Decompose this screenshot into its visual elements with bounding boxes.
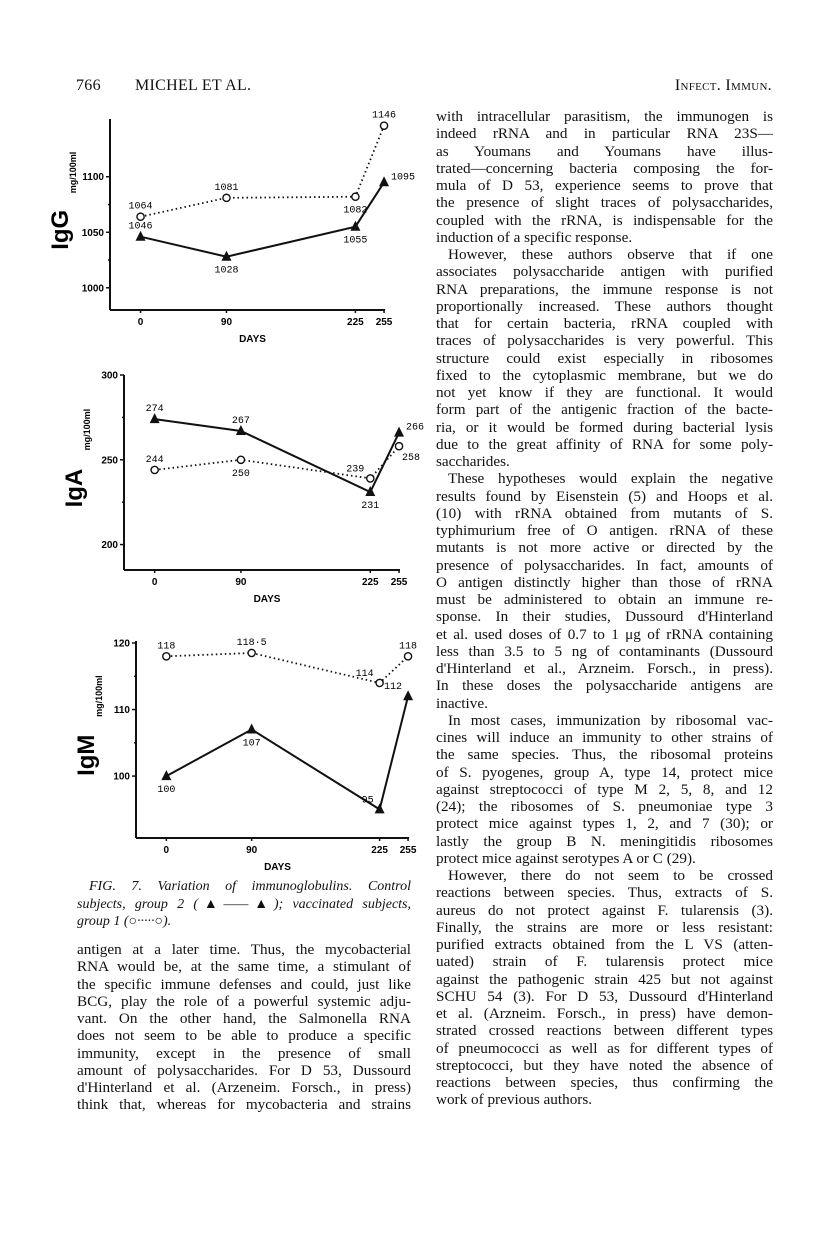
text-line: cines will induce an immunity to other strains of bbox=[436, 729, 773, 746]
right-column-text bbox=[436, 108, 773, 1109]
data-point-circle bbox=[248, 649, 255, 656]
text-line: think that, whereas for mycobacteria and strains bbox=[77, 1096, 411, 1114]
caption-line: subjects, group 2 (▲——▲); vaccinated subjects, bbox=[77, 896, 411, 912]
data-label: 1064 bbox=[128, 201, 153, 213]
y-tick-label: 300 bbox=[101, 370, 118, 382]
x-axis-label: DAYS bbox=[253, 594, 281, 605]
y-tick-label: 1100 bbox=[82, 172, 104, 184]
left-column-text bbox=[77, 941, 411, 1114]
text-line: However, there do not seem to be crossed bbox=[448, 867, 773, 884]
x-tick-label: 255 bbox=[375, 317, 393, 328]
data-point-circle bbox=[223, 194, 230, 201]
text-line: due to the great affinity of RNA for some poly- bbox=[436, 435, 773, 453]
text-line: reactions between species. Thus, extracts of S. bbox=[436, 884, 773, 902]
text-line: structure could exist especially in ribosomes bbox=[436, 349, 773, 367]
text-line: streptococci, but they have noted the absence of bbox=[436, 1056, 773, 1074]
x-tick-label: 255 bbox=[390, 577, 408, 588]
data-label: 112 bbox=[384, 682, 403, 694]
data-label: 1055 bbox=[343, 235, 368, 247]
data-point-circle bbox=[376, 679, 383, 686]
series-group-1-vaccinated bbox=[129, 111, 397, 221]
text-line: RNA would be, at the same time, a stimulant of bbox=[77, 958, 411, 976]
paragraph bbox=[436, 712, 773, 867]
text-line: form part of the antigenic fraction of the bacte- bbox=[436, 401, 773, 419]
series-group-2-control bbox=[129, 172, 416, 276]
text-line: traces of polysaccharides is very powerful. This bbox=[436, 332, 773, 350]
x-tick-label: 225 bbox=[347, 317, 364, 328]
data-label: 1081 bbox=[214, 182, 239, 194]
text-line: purified extracts obtained from the L VS (atten- bbox=[436, 936, 773, 953]
text-line: SCHU 54 (3). For D 53, Dussourd d'Hinterland bbox=[436, 987, 773, 1005]
text-line: (24); the ribosomes of S. pneumoniae type 3 bbox=[436, 798, 773, 815]
text-line: does not seem to be able to produce a specific bbox=[77, 1027, 411, 1045]
text-line: of pneumococci as well as for different types of bbox=[436, 1039, 773, 1057]
data-point-triangle bbox=[375, 803, 385, 813]
data-label: 231 bbox=[361, 501, 380, 512]
text-line: inactive. bbox=[436, 694, 488, 712]
text-line: work of previous authors. bbox=[436, 1091, 593, 1109]
series-line bbox=[166, 696, 408, 809]
text-line: protect mice against serotypes A or C (29). bbox=[436, 849, 696, 867]
x-tick-label: 90 bbox=[246, 845, 258, 856]
text-line: However, these authors observe that if one bbox=[448, 246, 773, 263]
y-axis-label: IgG bbox=[47, 209, 74, 250]
data-label: 266 bbox=[406, 422, 425, 434]
x-tick-label: 255 bbox=[399, 845, 417, 856]
chart-igg bbox=[47, 111, 415, 345]
text-line: strated crossed reactions between different types bbox=[436, 1022, 773, 1040]
y-tick-label: 110 bbox=[113, 705, 130, 717]
data-label: 274 bbox=[145, 404, 164, 416]
text-line: saccharides. bbox=[436, 453, 510, 470]
data-point-circle bbox=[352, 193, 359, 200]
series-line bbox=[141, 126, 384, 217]
y-axis-unit: mg/100ml bbox=[94, 675, 104, 717]
data-point-triangle bbox=[247, 724, 257, 734]
caption-line: group 1 (○·····○). bbox=[77, 914, 172, 929]
text-line: as Youmans and Youmans have illus- bbox=[436, 142, 773, 160]
x-tick-label: 90 bbox=[235, 577, 247, 588]
page-number: 766 bbox=[76, 77, 101, 94]
text-line: must be administered to obtain an immune re- bbox=[436, 591, 773, 608]
text-line: indeed rRNA and in particular RNA 23S— bbox=[436, 125, 773, 143]
text-line: not yet know if they are functional. It would bbox=[436, 384, 773, 401]
text-line: sponse. In their studies, Dussourd d'Hinterland bbox=[436, 608, 773, 626]
data-label: 258 bbox=[402, 453, 421, 465]
caption-line: FIG. 7. Variation of immunoglobulins. Control bbox=[89, 879, 411, 894]
series-group-2-control bbox=[157, 682, 413, 813]
text-line: typhimurium free of O antigen. rRNA of these bbox=[436, 522, 773, 539]
text-line: d'Hinterland et al. (Arzeneim. Forsch., in press) bbox=[77, 1079, 411, 1096]
x-tick-label: 0 bbox=[151, 577, 158, 588]
text-line: (10) with rRNA obtained from mutants of S. bbox=[436, 504, 773, 522]
data-point-triangle bbox=[379, 176, 389, 186]
data-point-circle bbox=[237, 456, 244, 463]
text-line: amount of polysaccharides. For D 53, Dussourd bbox=[77, 1061, 411, 1079]
text-line: immunity, except in the presence of small bbox=[77, 1044, 411, 1062]
text-line: d'Hinterland et al., Arzneim. Forsch., in press). bbox=[436, 660, 773, 677]
data-point-circle bbox=[151, 466, 158, 473]
x-tick-label: 0 bbox=[163, 845, 170, 856]
y-tick-label: 200 bbox=[101, 540, 118, 552]
y-axis-unit: mg/100ml bbox=[82, 408, 92, 451]
text-line: that for certain bacteria, rRNA coupled with bbox=[436, 315, 773, 332]
data-label: 95 bbox=[361, 795, 374, 807]
data-label: 1095 bbox=[391, 172, 416, 184]
chart-igm bbox=[73, 638, 417, 873]
text-line: et al. (Arzneim. Forsch., in press) have demon- bbox=[436, 1005, 773, 1022]
data-label: 118·5 bbox=[236, 637, 267, 649]
data-point-triangle bbox=[403, 690, 413, 700]
text-line: less than 3.5 to 5 ng of contaminants (Dussourd bbox=[436, 642, 773, 660]
y-axis-unit: mg/100ml bbox=[68, 151, 78, 194]
text-line: with intracellular parasitism, the immunogen is bbox=[436, 108, 773, 125]
y-axis-label: IgM bbox=[73, 734, 100, 776]
text-line: O antigen distinctly higher than those of rRNA bbox=[436, 573, 773, 591]
data-label: 1082 bbox=[343, 205, 368, 217]
text-line: induction of a specific response. bbox=[436, 228, 633, 246]
text-line: coupled with the rRNA, is indispensable for the bbox=[436, 211, 773, 229]
text-line: These hypotheses would explain the negative bbox=[448, 470, 773, 488]
text-line: presence of polysaccharides. In fact, amounts of bbox=[436, 556, 773, 574]
data-point-circle bbox=[395, 443, 402, 450]
paragraph bbox=[436, 246, 773, 470]
text-line: reactions between species, thus confirming the bbox=[436, 1074, 773, 1091]
paragraph bbox=[436, 108, 773, 246]
text-line: proportionally increased. These authors thought bbox=[436, 297, 773, 315]
paragraph bbox=[436, 867, 773, 1109]
data-label: 118 bbox=[157, 641, 176, 653]
running-title: MICHEL ET AL. bbox=[135, 77, 252, 94]
text-line: In these doses the polysaccharide antigens are bbox=[436, 677, 773, 695]
text-line: Finally, the strains are more or less resistant: bbox=[436, 918, 773, 936]
data-label: 118 bbox=[399, 641, 418, 653]
text-line: aureus do not protect against F. tularensis (3). bbox=[436, 901, 773, 919]
journal-name: Infect. Immun. bbox=[674, 77, 772, 94]
data-label: 100 bbox=[157, 785, 176, 797]
series-group-1-vaccinated bbox=[157, 638, 417, 687]
text-line: against the pathogenic strain 425 but not against bbox=[436, 970, 773, 988]
chart-iga bbox=[61, 371, 424, 606]
figure-caption bbox=[77, 878, 411, 931]
y-tick-label: 100 bbox=[113, 771, 130, 783]
y-axis-label: IgA bbox=[61, 468, 88, 508]
x-axis-label: DAYS bbox=[239, 334, 266, 345]
data-label: 1146 bbox=[372, 110, 397, 122]
text-line: the specific immune defenses and could, just like bbox=[77, 975, 411, 993]
text-line: results found by Eisenstein (5) and Hoops et al. bbox=[436, 487, 773, 505]
data-label: 267 bbox=[231, 415, 250, 427]
x-tick-label: 225 bbox=[361, 577, 379, 588]
text-line: uated) strain of F. tularensis protect mice bbox=[436, 953, 773, 971]
y-tick-label: 1050 bbox=[81, 227, 104, 239]
data-point-circle bbox=[163, 653, 170, 660]
text-line: the presence of slight traces of polysaccharides, bbox=[436, 194, 773, 212]
paragraph bbox=[77, 941, 411, 1114]
text-line: mutants is not more active or directed by the bbox=[436, 539, 773, 557]
text-line: the same species. Thus, the ribosomal proteins bbox=[436, 746, 773, 764]
x-tick-label: 0 bbox=[137, 317, 144, 328]
data-label: 107 bbox=[242, 738, 261, 750]
series-line bbox=[155, 419, 399, 492]
text-line: et al. used doses of 0.7 to 1 μg of rRNA containing bbox=[436, 625, 773, 643]
x-tick-label: 90 bbox=[220, 317, 233, 328]
text-line: of S. pyogenes, group A, type 14, protect mice bbox=[436, 763, 773, 781]
data-label: 239 bbox=[346, 464, 365, 476]
text-line: lastly the group B N. meningitidis ribosomes bbox=[436, 832, 773, 850]
text-line: associates polysaccharide antigen with purified bbox=[436, 263, 773, 281]
text-line: In most cases, immunization by ribosomal vac- bbox=[448, 711, 773, 729]
y-tick-label: 120 bbox=[113, 638, 130, 650]
data-point-circle bbox=[367, 475, 374, 482]
data-label: 244 bbox=[145, 454, 164, 466]
series-group-2-control bbox=[146, 404, 424, 512]
text-line: antigen at a later time. Thus, the mycobacterial bbox=[77, 941, 411, 958]
data-point-triangle bbox=[394, 427, 404, 437]
data-label: 1046 bbox=[128, 221, 153, 233]
x-tick-label: 225 bbox=[371, 845, 388, 856]
y-tick-label: 250 bbox=[101, 455, 118, 467]
y-tick-label: 1000 bbox=[81, 283, 104, 295]
text-line: against streptococci of type M 2, 5, 8, and 12 bbox=[436, 780, 773, 798]
data-point-circle bbox=[404, 653, 411, 660]
data-point-circle bbox=[137, 213, 144, 220]
data-label: 250 bbox=[231, 468, 250, 480]
data-point-circle bbox=[380, 122, 387, 129]
text-line: trated—concerning bacteria composing the for- bbox=[436, 159, 773, 177]
text-line: protect mice against types 1, 2, and 7 (30); or bbox=[436, 815, 773, 833]
data-label: 1028 bbox=[214, 265, 239, 277]
text-line: BCG, play the role of a powerful systemic adju- bbox=[77, 992, 411, 1010]
text-line: RNA preparations, the immune response is not bbox=[436, 280, 773, 298]
text-line: vant. On the other hand, the Salmonella RNA bbox=[77, 1010, 411, 1027]
paragraph bbox=[436, 470, 773, 712]
text-line: mula of D 53, experience seems to prove that bbox=[436, 177, 773, 194]
x-axis-label: DAYS bbox=[264, 862, 291, 873]
text-line: ria, or it would be formed during bacterial lysis bbox=[436, 418, 773, 436]
data-label: 114 bbox=[355, 668, 374, 680]
text-line: fixed to the cytoplasmic membrane, but we do bbox=[436, 366, 773, 384]
